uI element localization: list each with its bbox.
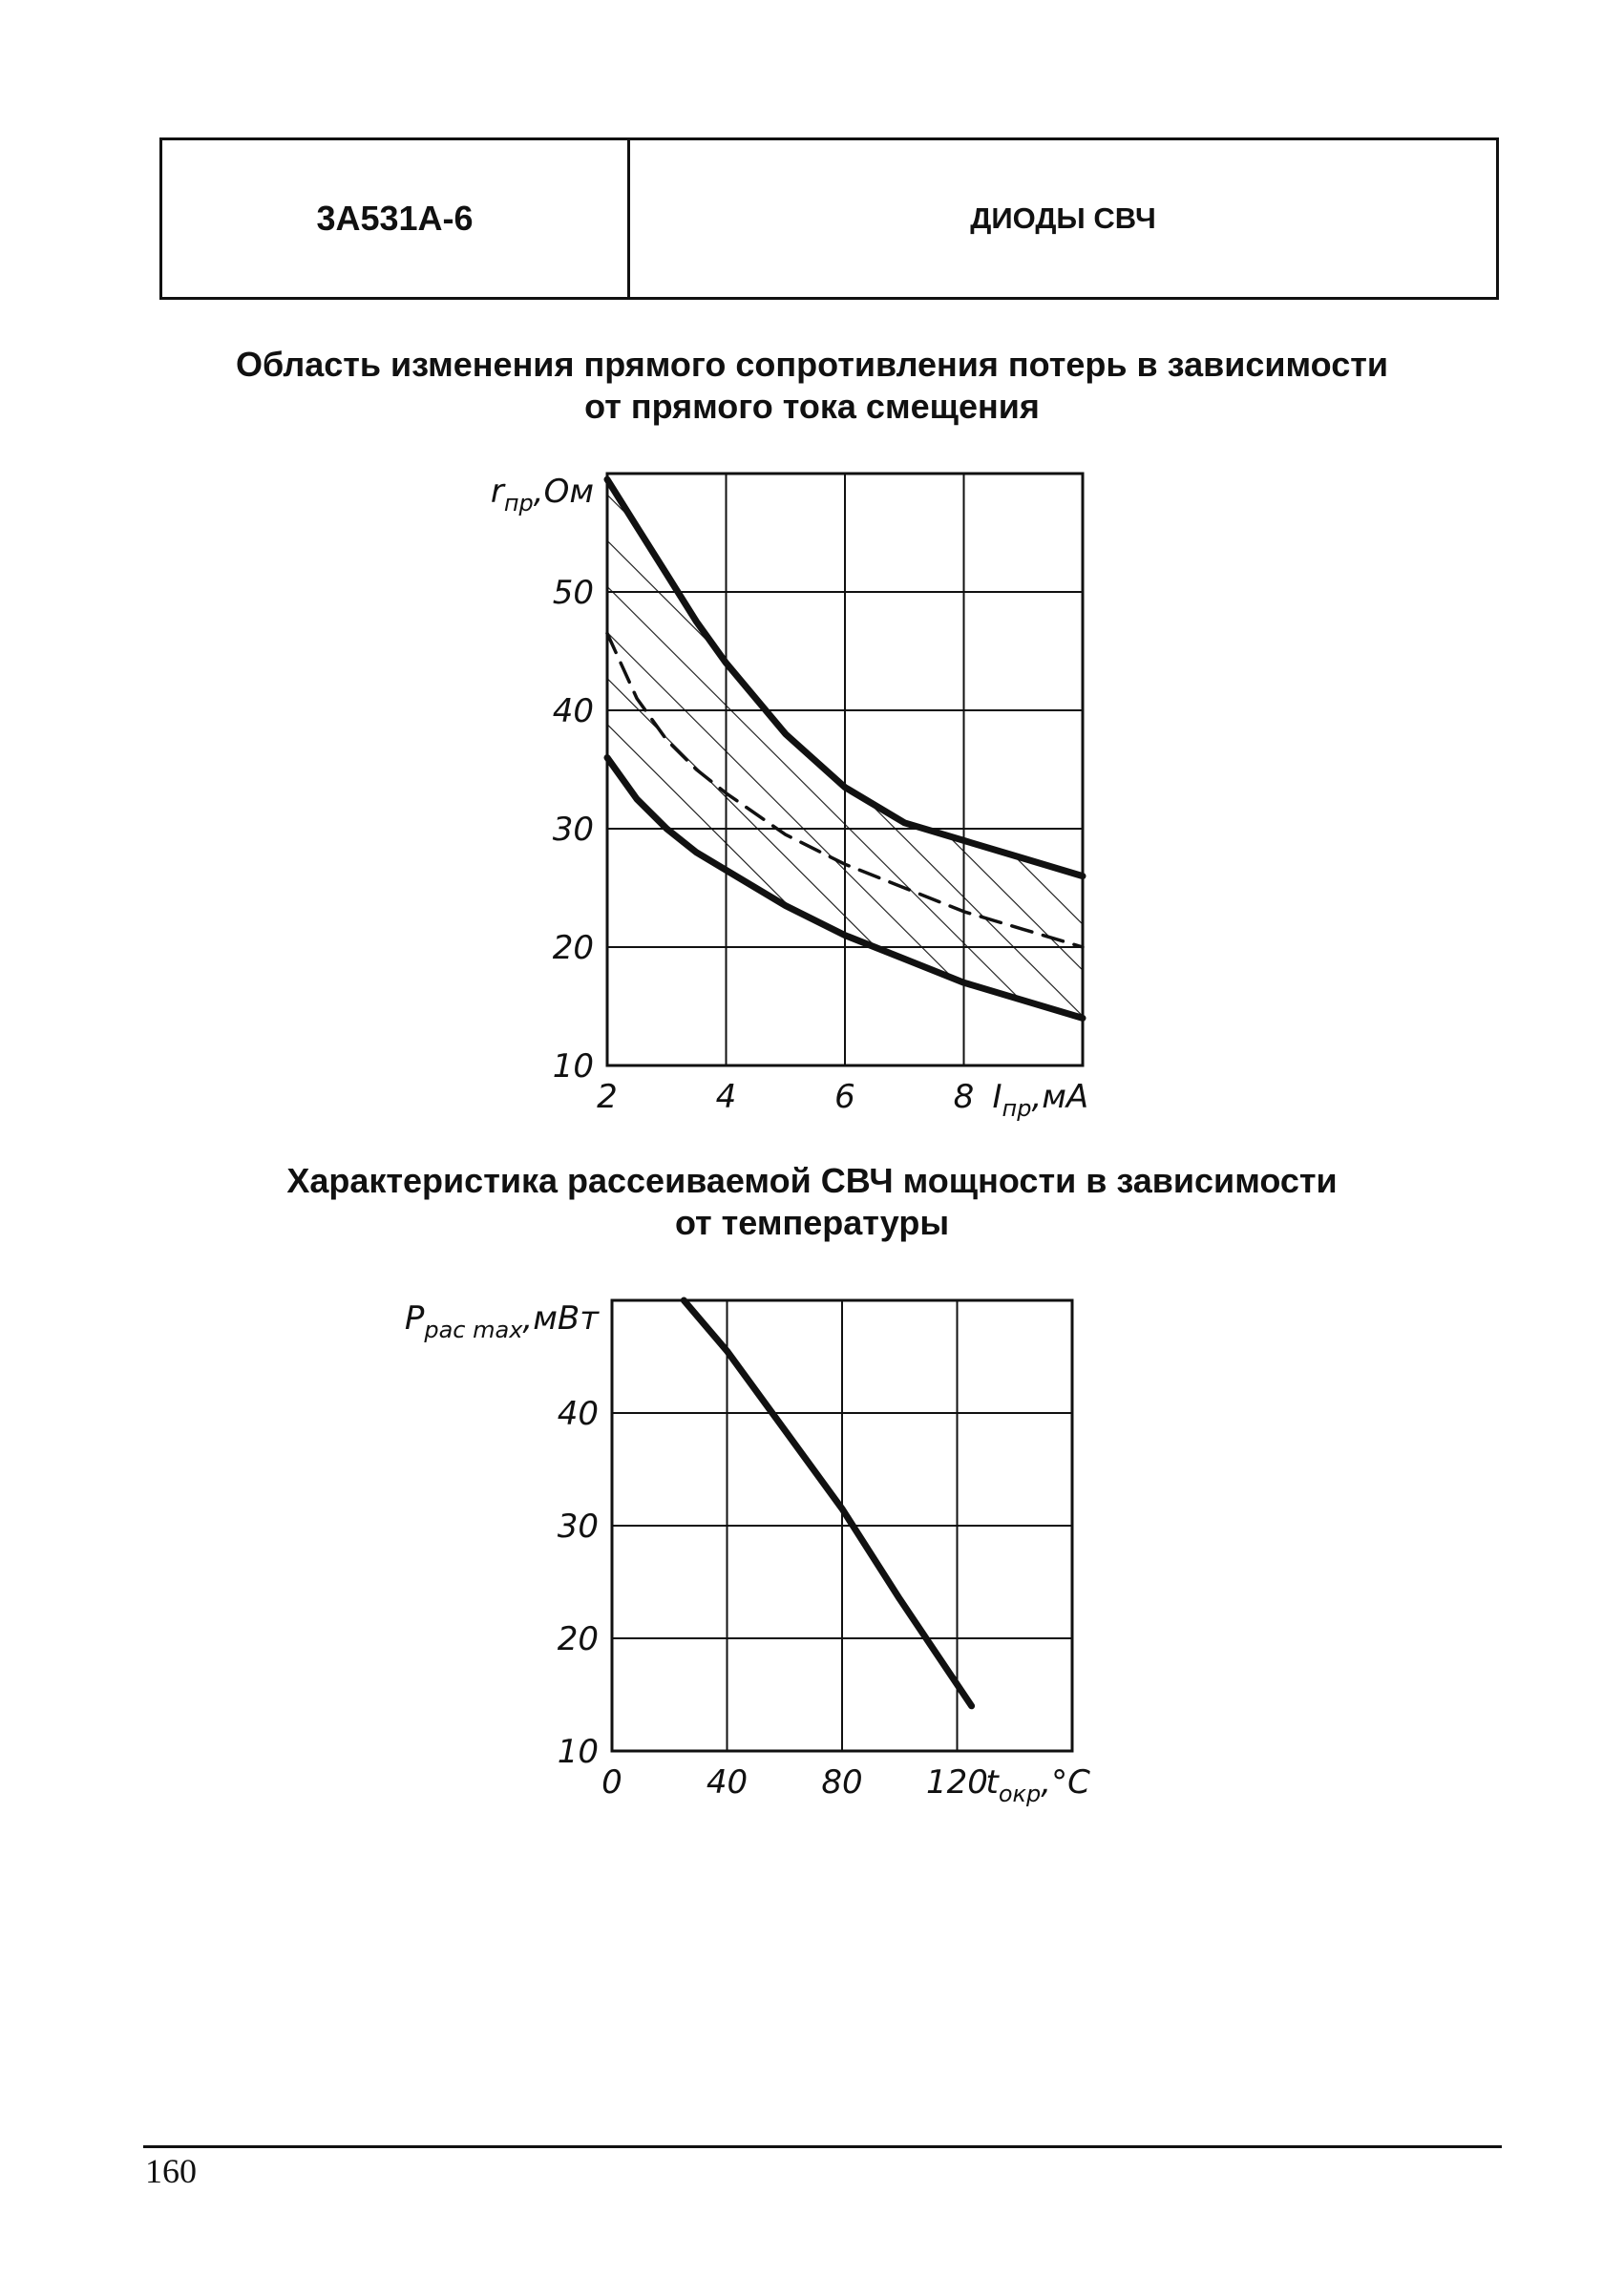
x-tick-label: 2 <box>597 1078 618 1116</box>
y-tick-label: 20 <box>557 1620 599 1658</box>
header-table <box>159 137 1499 300</box>
chart-forward-resistance <box>0 439 1624 1165</box>
y-tick-label: 30 <box>557 1508 599 1546</box>
chart1-title: Область изменения прямого сопротивления потерь в зависимости от прямого тока смещения <box>236 345 1388 426</box>
x-axis-label: $t_{окр},^\circ С$ <box>985 1763 1090 1807</box>
y-axis-label: $r_{пр},Ом$ <box>490 473 594 517</box>
y-tick-label: 40 <box>552 692 594 730</box>
y-tick-label: 50 <box>552 574 594 612</box>
chart-power-dissipation <box>0 1260 1624 1833</box>
y-tick-label: 30 <box>552 811 594 849</box>
device-category: ДИОДЫ СВЧ <box>970 201 1156 235</box>
x-tick-label: 6 <box>834 1078 855 1116</box>
y-tick-label: 10 <box>557 1733 599 1771</box>
footer-rule <box>143 2145 1502 2148</box>
x-tick-label: 120 <box>926 1763 988 1802</box>
y-tick-label: 40 <box>557 1395 599 1433</box>
page-number: 160 <box>145 2152 197 2190</box>
y-tick-label: 10 <box>552 1047 594 1086</box>
x-tick-label: 4 <box>715 1078 737 1116</box>
x-axis-label: $I_{пр},мА$ <box>992 1078 1089 1122</box>
x-tick-label: 80 <box>821 1763 863 1802</box>
device-code: 3А531А-6 <box>162 140 630 297</box>
chart2-title: Характеристика рассеиваемой СВЧ мощности в зависимости от температуры <box>286 1161 1338 1242</box>
x-tick-label: 40 <box>706 1763 749 1802</box>
x-tick-label: 0 <box>601 1763 622 1802</box>
y-tick-label: 20 <box>552 929 594 967</box>
x-tick-label: 8 <box>953 1078 975 1116</box>
y-axis-label: $P_{рас max},мВт$ <box>404 1299 599 1343</box>
